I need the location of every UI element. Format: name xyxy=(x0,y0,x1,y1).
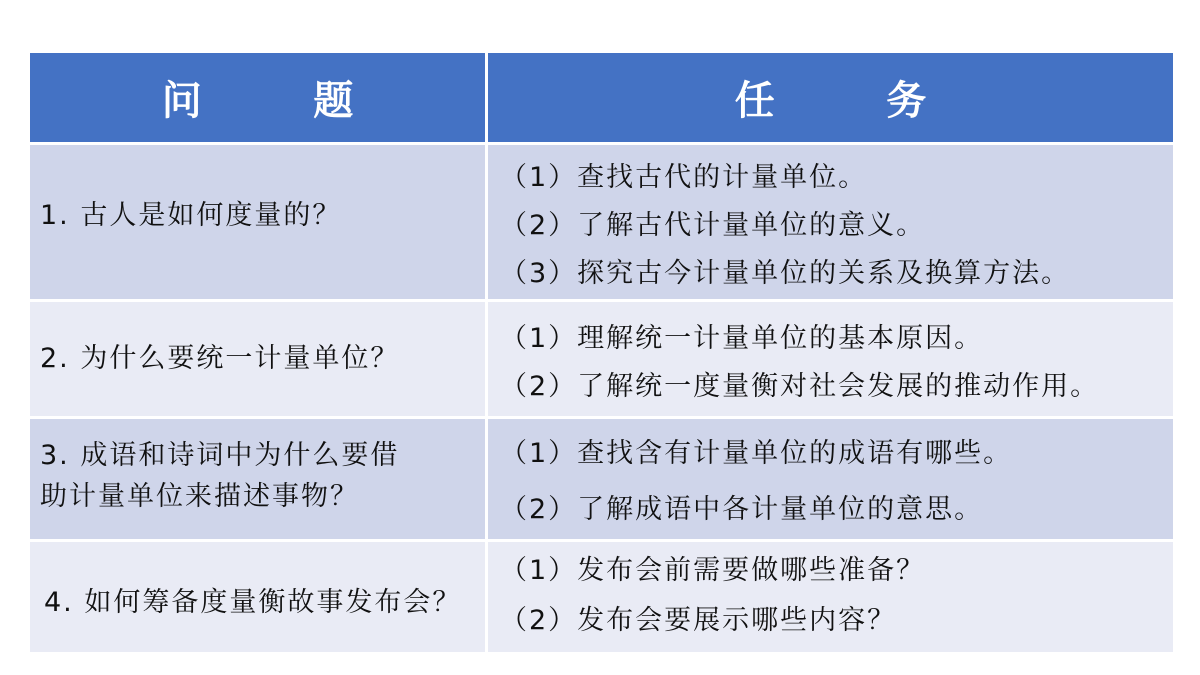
question-text-line: 3. 成语和诗词中为什么要借 xyxy=(40,440,400,471)
task-item: （2）了解统一度量衡对社会发展的推动作用。 xyxy=(500,371,1100,402)
question-text: 4. 如何筹备度量衡故事发布会？ xyxy=(44,587,462,618)
question-cell xyxy=(30,302,485,416)
task-table xyxy=(30,53,1173,652)
task-cell xyxy=(488,419,1173,539)
task-item: （2）了解成语中各计量单位的意思。 xyxy=(500,494,984,525)
task-cell xyxy=(488,542,1173,652)
task-item: （2）发布会要展示哪些内容？ xyxy=(500,605,897,636)
task-cell xyxy=(488,145,1173,299)
task-item: （1）查找含有计量单位的成语有哪些。 xyxy=(500,438,1013,469)
question-text: 1. 古人是如何度量的？ xyxy=(40,200,342,231)
task-cell xyxy=(488,302,1173,416)
question-cell xyxy=(30,542,485,652)
question-text: 2. 为什么要统一计量单位？ xyxy=(40,343,400,374)
question-text-line: 助计量单位来描述事物？ xyxy=(40,481,359,512)
header-task-label: 任 务 xyxy=(734,77,927,124)
task-item: （2）了解古代计量单位的意义。 xyxy=(500,210,926,241)
question-cell xyxy=(30,419,485,539)
task-item: （1）理解统一计量单位的基本原因。 xyxy=(500,323,984,354)
header-task-cell xyxy=(488,53,1173,142)
header-question-label: 问 题 xyxy=(161,77,354,124)
task-item: （1）发布会前需要做哪些准备？ xyxy=(500,555,926,586)
task-item: （1）查找古代的计量单位。 xyxy=(500,162,868,193)
question-cell xyxy=(30,145,485,299)
header-question-cell xyxy=(30,53,485,142)
task-item: （3）探究古今计量单位的关系及换算方法。 xyxy=(500,258,1071,289)
